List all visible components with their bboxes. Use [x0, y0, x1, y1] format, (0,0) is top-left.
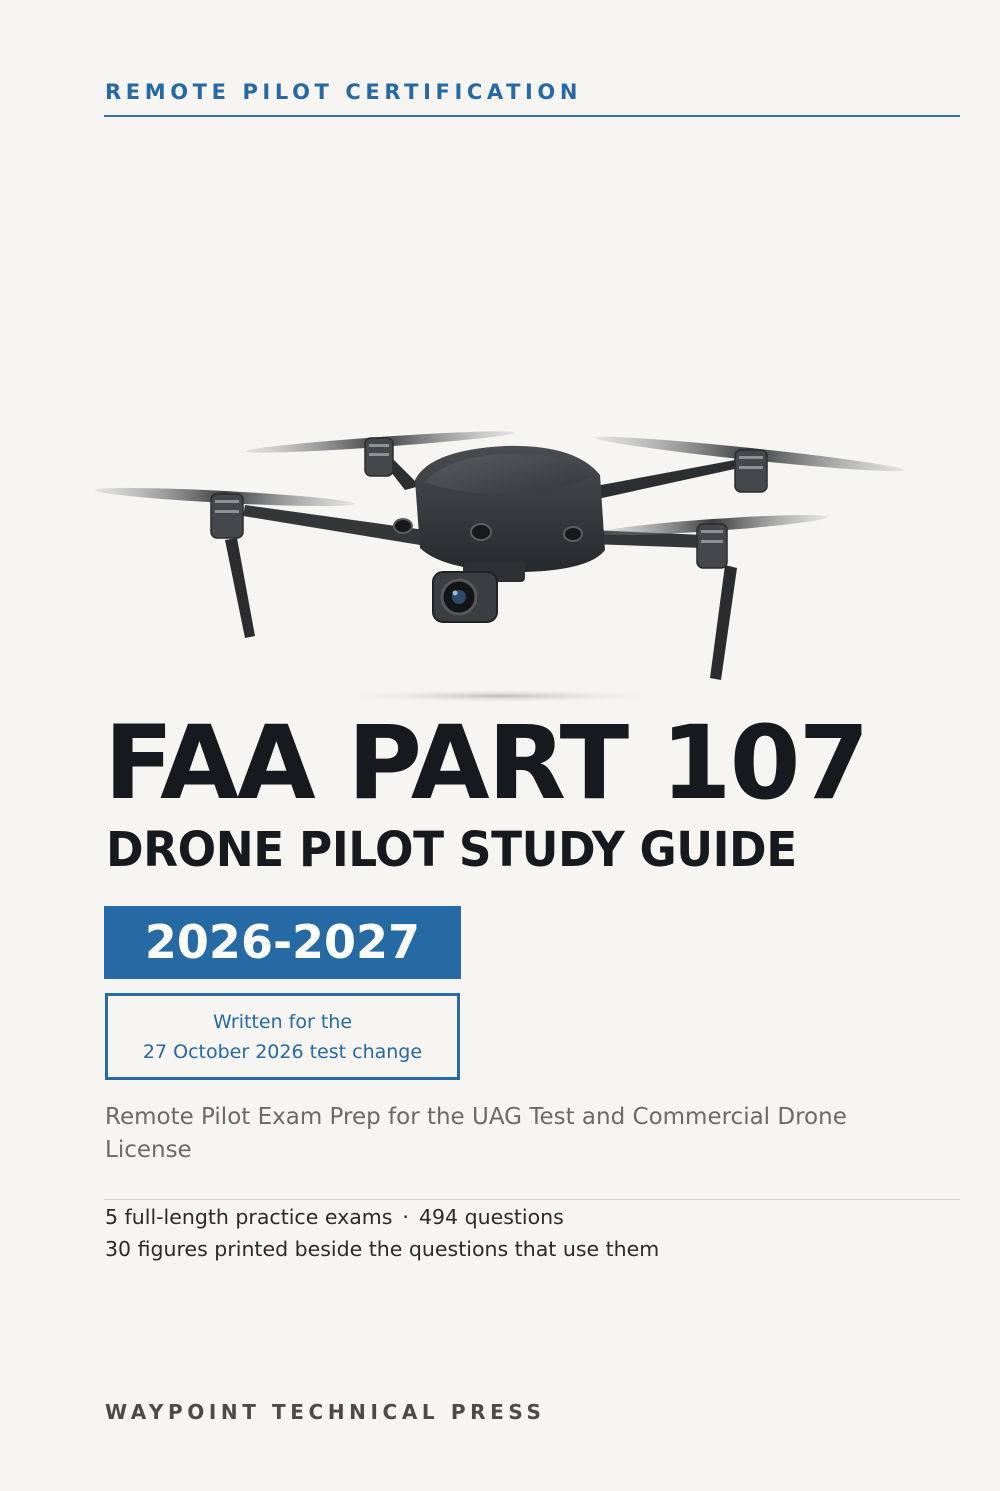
feature-exams: 5 full-length practice exams — [105, 1205, 393, 1229]
feature-list — [105, 1201, 659, 1265]
quadcopter-drone-photo — [85, 420, 915, 710]
book-description: Remote Pilot Exam Prep for the UAG Test and Commercial Drone License — [105, 1104, 847, 1163]
test-change-note-line-1: Written for the — [212, 1011, 353, 1033]
book-title: FAA PART 107 — [104, 703, 868, 823]
series-label: REMOTE PILOT CERTIFICATION — [105, 80, 583, 104]
test-change-note — [105, 993, 460, 1080]
features-divider — [104, 1199, 960, 1200]
top-divider — [104, 115, 960, 117]
feature-separator: · — [402, 1205, 409, 1229]
feature-line-1 — [105, 1201, 659, 1233]
book-subtitle-heading: DRONE PILOT STUDY GUIDE — [106, 822, 797, 878]
edition-years-badge: 2026-2027 — [104, 906, 461, 979]
feature-questions: 494 questions — [418, 1205, 564, 1229]
test-change-note-line-2: 27 October 2026 test change — [142, 1041, 423, 1063]
feature-figures: 30 figures printed beside the questions that use them — [105, 1237, 660, 1261]
publisher-name: WAYPOINT TECHNICAL PRESS — [105, 1400, 546, 1424]
